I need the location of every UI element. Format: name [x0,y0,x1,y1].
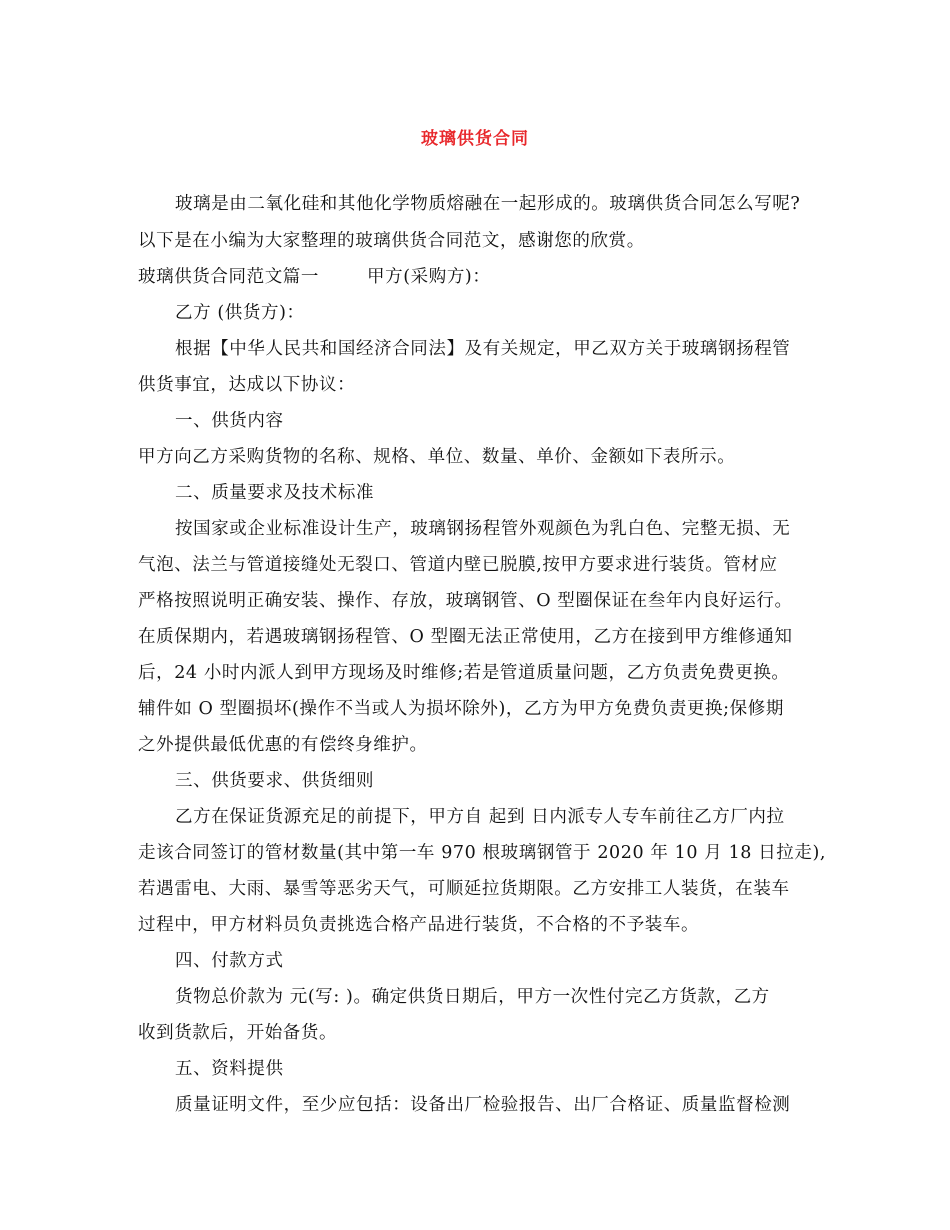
party-a-label: 甲方(采购方)： [367,267,491,287]
paragraph-line: 货物总价款为 元(写: )。确定供货日期后，甲方一次性付完乙方货款，乙方 [175,987,770,1007]
paragraph-line: 之外提供最低优惠的有偿终身维护。 [138,735,428,755]
section-heading: 二、质量要求及技术标准 [175,483,375,503]
paragraph-line: 甲方向乙方采购货物的名称、规格、单位、数量、单价、金额如下表所示。 [138,447,736,467]
paragraph-line: 按国家或企业标准设计生产，玻璃钢扬程管外观颜色为乳白色、完整无损、无 [175,519,791,539]
section-heading: 三、供货要求、供货细则 [175,771,375,791]
paragraph-line: 辅件如 O 型圈损坏(操作不当或人为损坏除外)，乙方为甲方免费负责更换;保修期 [138,699,784,719]
paragraph-line: 玻璃是由二氧化硅和其他化学物质熔融在一起形成的。玻璃供货合同怎么写呢? [175,194,801,214]
paragraph-line: 严格按照说明正确安装、操作、存放，玻璃钢管、O 型圈保证在叁年内良好运行。 [138,591,793,611]
paragraph-line: 走该合同签订的管材数量(其中第一车 970 根玻璃钢管于 2020 年 10 月 18 日拉走), [138,843,827,863]
paragraph-line: 乙方在保证货源充足的前提下，甲方自 起到 日内派专人专车前往乙方厂内拉 [175,807,785,827]
paragraph-line: 收到货款后，开始备货。 [138,1023,338,1043]
sample-heading: 玻璃供货合同范文篇一 [138,267,319,287]
paragraph-line: 后，24 小时内派人到甲方现场及时维修;若是管道质量问题，乙方负责免费更换。 [138,663,790,683]
paragraph-line: 质量证明文件，至少应包括：设备出厂检验报告、出厂合格证、质量监督检测 [175,1095,791,1115]
document-title: 玻璃供货合同 [421,129,529,149]
paragraph-line: 若遇雷电、大雨、暴雪等恶劣天气，可顺延拉货期限。乙方安排工人装货，在装车 [138,879,790,899]
paragraph-line: 过程中，甲方材料员负责挑选合格产品进行装货，不合格的不予装车。 [138,915,700,935]
paragraph-line: 以下是在小编为大家整理的玻璃供货合同范文，感谢您的欣赏。 [138,231,645,251]
paragraph-line: 气泡、法兰与管道接缝处无裂口、管道内壁已脱膜,按甲方要求进行装货。管材应 [138,555,778,575]
party-b-label: 乙方 (供货方)： [175,303,305,323]
section-heading-line [138,265,490,289]
section-heading: 四、付款方式 [175,951,284,971]
paragraph-line: 根据【中华人民共和国经济合同法】及有关规定，甲乙双方关于玻璃钢扬程管 [175,339,791,359]
section-heading: 五、资料提供 [175,1059,284,1079]
section-heading: 一、供货内容 [175,411,284,431]
paragraph-line: 供货事宜，达成以下协议： [138,375,356,395]
paragraph-line: 在质保期内，若遇玻璃钢扬程管、O 型圈无法正常使用，乙方在接到甲方维修通知 [138,627,793,647]
